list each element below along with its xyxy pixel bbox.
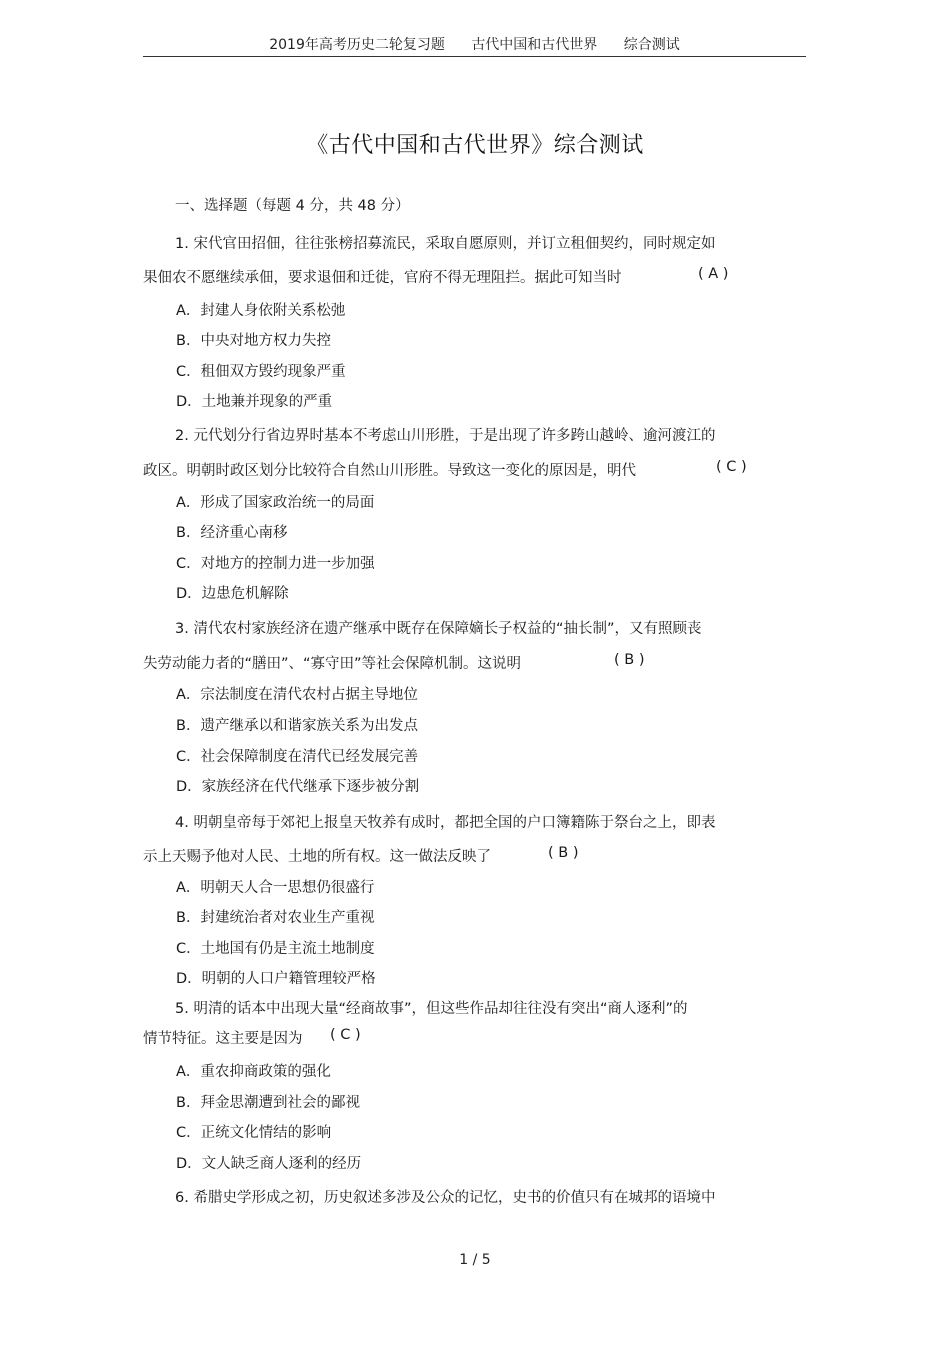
question-4-option-d: D．明朝的人口户籍管理较严格 (176, 971, 376, 987)
question-4-line-1: 4. 明朝皇帝每于郊祀上报皇天牧养有成时，都把全国的户口簿籍陈于祭台之上，即表 (175, 815, 716, 831)
question-4-answer: ( B ) (548, 845, 579, 861)
question-2-option-a: A．形成了国家政治统一的局面 (176, 495, 375, 511)
question-2-answer: ( C ) (716, 459, 747, 475)
question-5-option-d: D．文人缺乏商人逐利的经历 (176, 1156, 362, 1172)
question-3-answer: ( B ) (614, 652, 645, 668)
question-2-option-d: D．边患危机解除 (176, 586, 289, 602)
question-6-line-1: 6. 希腊史学形成之初，历史叙述多涉及公众的记忆，史书的价值只有在城邦的语境中 (175, 1190, 716, 1206)
question-3-option-c: C．社会保障制度在清代已经发展完善 (176, 749, 419, 765)
question-5-option-a: A．重农抑商政策的强化 (176, 1064, 331, 1080)
question-5-option-b: B．拜金思潮遭到社会的鄙视 (176, 1095, 360, 1111)
question-5-answer: ( C ) (330, 1027, 361, 1043)
question-5-line-2: 情节特征。这主要是因为 (143, 1031, 303, 1047)
question-1-option-d: D．土地兼并现象的严重 (176, 394, 333, 410)
question-1-line-2: 果佃农不愿继续承佃，要求退佃和迁徙，官府不得无理阻拦。据此可知当时 (143, 270, 622, 286)
question-1-option-a: A．封建人身依附关系松弛 (176, 303, 346, 319)
question-4-option-a: A．明朝天人合一思想仍很盛行 (176, 880, 375, 896)
document-title: 《古代中国和古代世界》综合测试 (306, 133, 644, 158)
question-4-option-c: C．土地国有仍是主流土地制度 (176, 941, 375, 957)
page-header (143, 34, 806, 57)
question-1-answer: ( A ) (698, 266, 729, 282)
question-4-option-b: B．封建统治者对农业生产重视 (176, 910, 375, 926)
question-5-line-1: 5. 明清的话本中出现大量“经商故事”，但这些作品却往往没有突出“商人逐利”的 (175, 1001, 688, 1017)
question-4-line-2: 示上天赐予他对人民、土地的所有权。这一做法反映了 (143, 849, 491, 865)
question-5-option-c: C．正统文化情结的影响 (176, 1125, 332, 1141)
header-part: 2019年高考历史二轮复习题 (269, 37, 445, 53)
question-1-line-1: 1. 宋代官田招佃，往往张榜招募流民，采取自愿原则，并订立租佃契约，同时规定如 (175, 236, 716, 252)
header-part: 综合测试 (623, 37, 680, 53)
question-3-option-b: B．遗产继承以和谐家族关系为出发点 (176, 718, 418, 734)
question-3-line-1: 3. 清代农村家族经济在遗产继承中既存在保障嫡长子权益的“抽长制”，又有照顾丧 (175, 621, 702, 637)
question-1-option-b: B．中央对地方权力失控 (176, 333, 331, 349)
question-2-line-1: 2. 元代划分行省边界时基本不考虑山川形胜，于是出现了许多跨山越岭、逾河渡江的 (175, 428, 716, 444)
question-2-line-2: 政区。明朝时政区划分比较符合自然山川形胜。导致这一变化的原因是，明代 (143, 463, 636, 479)
question-2-option-b: B．经济重心南移 (176, 525, 288, 541)
question-3-option-d: D．家族经济在代代继承下逐步被分割 (176, 779, 420, 795)
page-number: 1 / 5 (459, 1252, 491, 1268)
question-2-option-c: C．对地方的控制力进一步加强 (176, 556, 375, 572)
question-1-option-c: C．租佃双方毁约现象严重 (176, 364, 346, 380)
question-3-line-2: 失劳动能力者的“膳田”、“寡守田”等社会保障机制。这说明 (143, 656, 522, 672)
section-heading: 一、选择题（每题 4 分，共 48 分） (175, 198, 410, 214)
header-part: 古代中国和古代世界 (471, 37, 598, 53)
question-3-option-a: A．宗法制度在清代农村占据主导地位 (176, 687, 418, 703)
